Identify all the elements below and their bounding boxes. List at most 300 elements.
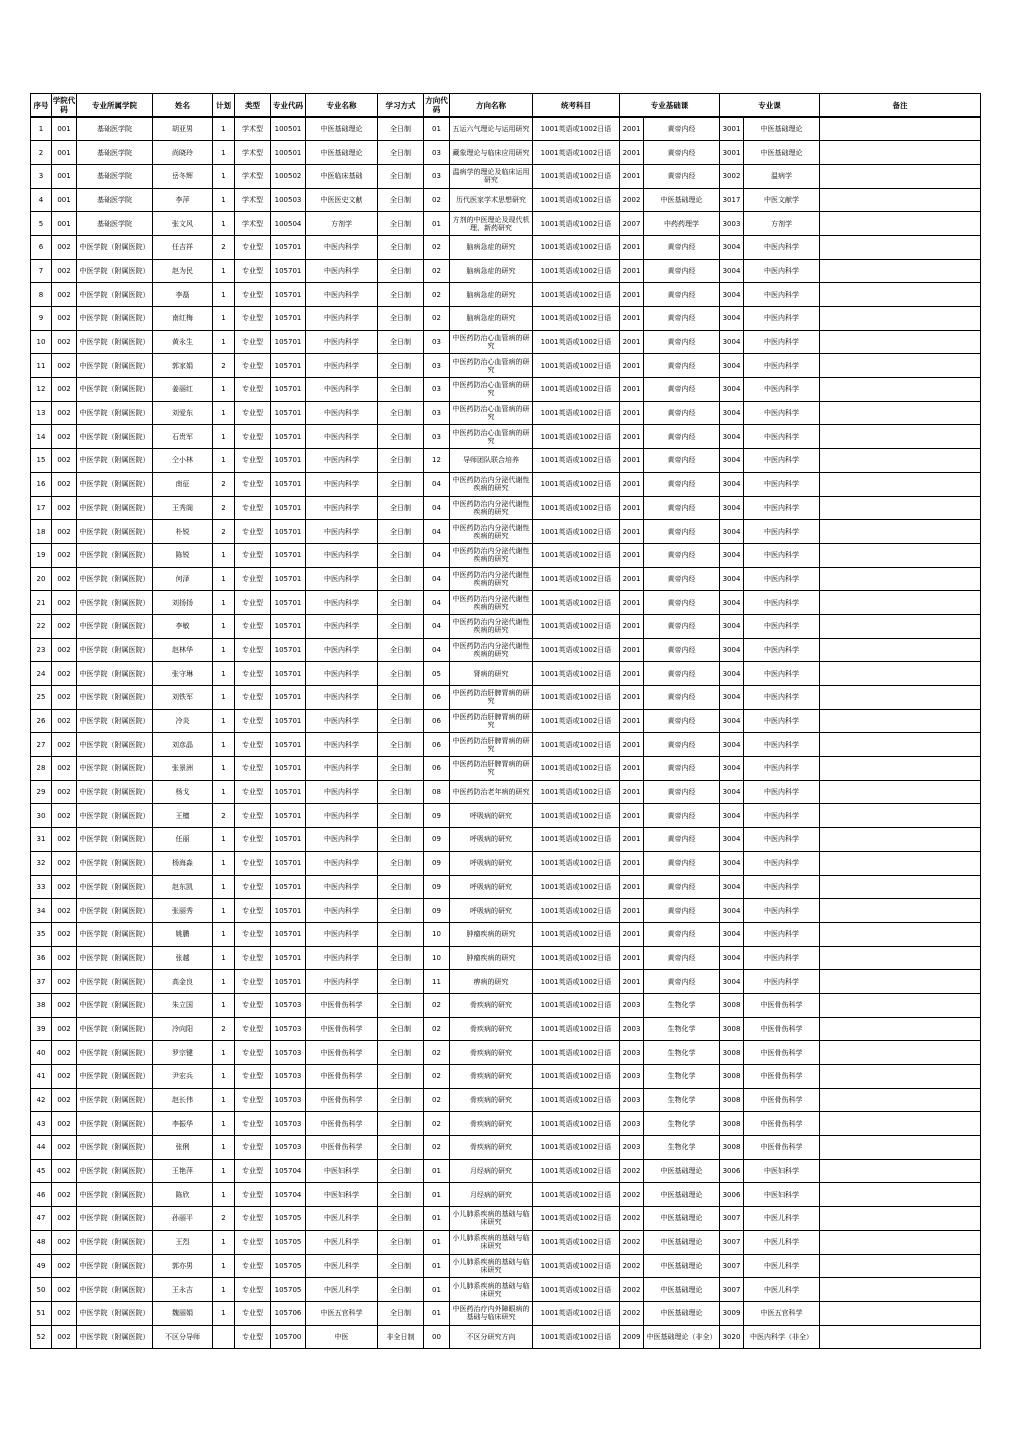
cell-major-name: 中医骨伤科学 xyxy=(306,993,378,1017)
cell-college-code: 002 xyxy=(52,425,77,449)
table-row xyxy=(31,875,981,899)
cell-college: 基础医学院 xyxy=(77,212,153,236)
table-row xyxy=(31,520,981,544)
cell-major-code: 105701 xyxy=(271,425,306,449)
cell-remarks xyxy=(820,1159,981,1183)
cell-index: 5 xyxy=(31,212,52,236)
cell-college-code: 002 xyxy=(52,851,77,875)
cell-plan: 2 xyxy=(213,520,235,544)
table-row xyxy=(31,212,981,236)
cell-basic-course-code: 2001 xyxy=(620,283,644,307)
cell-major-code: 105701 xyxy=(271,283,306,307)
table-row xyxy=(31,1325,981,1349)
cell-index: 45 xyxy=(31,1159,52,1183)
cell-supervisor: 李敏 xyxy=(153,614,213,638)
cell-direction-code: 03 xyxy=(424,354,450,378)
cell-major-course: 中医文献学 xyxy=(744,188,820,212)
cell-direction-name: 骨疾病的研究 xyxy=(450,1088,533,1112)
cell-study-mode: 全日制 xyxy=(378,1065,424,1089)
cell-major-course-code: 3004 xyxy=(720,804,744,828)
table-row xyxy=(31,1159,981,1183)
cell-major-course: 中医内科学 xyxy=(744,330,820,354)
cell-college: 中医学院（附属医院） xyxy=(77,946,153,970)
cell-basic-course: 黄帝内经 xyxy=(644,614,720,638)
cell-major-course: 中医内科学 xyxy=(744,307,820,331)
cell-study-mode: 全日制 xyxy=(378,235,424,259)
cell-index: 38 xyxy=(31,993,52,1017)
cell-exam-subjects: 1001英语或1002日语 xyxy=(533,141,620,165)
table-row xyxy=(31,1136,981,1160)
cell-direction-code: 09 xyxy=(424,851,450,875)
cell-supervisor: 张守琳 xyxy=(153,662,213,686)
cell-type: 专业型 xyxy=(235,449,271,473)
cell-supervisor: 张俐 xyxy=(153,1136,213,1160)
cell-major-name: 中医内科学 xyxy=(306,283,378,307)
cell-major-code: 105704 xyxy=(271,1159,306,1183)
cell-type: 专业型 xyxy=(235,354,271,378)
cell-basic-course-code: 2003 xyxy=(620,1041,644,1065)
cell-plan: 1 xyxy=(213,449,235,473)
cell-basic-course-code: 2001 xyxy=(620,141,644,165)
cell-basic-course: 中医基础理论 xyxy=(644,1207,720,1231)
cell-major-course-code: 3004 xyxy=(720,970,744,994)
cell-plan: 1 xyxy=(213,993,235,1017)
cell-major-name: 中医妇科学 xyxy=(306,1183,378,1207)
cell-major-name: 中医内科学 xyxy=(306,709,378,733)
cell-type: 专业型 xyxy=(235,543,271,567)
header-major-code: 专业代码 xyxy=(271,94,306,118)
header-direction-code: 方向代码 xyxy=(424,94,450,118)
cell-remarks xyxy=(820,378,981,402)
cell-plan: 1 xyxy=(213,141,235,165)
cell-index: 16 xyxy=(31,472,52,496)
cell-basic-course-code: 2002 xyxy=(620,188,644,212)
cell-remarks xyxy=(820,1112,981,1136)
cell-major-name: 中医内科学 xyxy=(306,401,378,425)
cell-college: 中医学院（附属医院） xyxy=(77,235,153,259)
cell-exam-subjects: 1001英语或1002日语 xyxy=(533,662,620,686)
cell-college: 中医学院（附属医院） xyxy=(77,1207,153,1231)
cell-direction-code: 02 xyxy=(424,1041,450,1065)
cell-college-code: 002 xyxy=(52,709,77,733)
cell-major-code: 105701 xyxy=(271,567,306,591)
table-row xyxy=(31,922,981,946)
enrollment-plan-table xyxy=(30,93,981,1349)
cell-study-mode: 全日制 xyxy=(378,520,424,544)
cell-plan: 2 xyxy=(213,1207,235,1231)
cell-type: 专业型 xyxy=(235,1230,271,1254)
header-remarks: 备注 xyxy=(820,94,981,118)
cell-college-code: 002 xyxy=(52,591,77,615)
cell-study-mode: 全日制 xyxy=(378,425,424,449)
cell-direction-name: 月经病的研究 xyxy=(450,1183,533,1207)
cell-basic-course: 黄帝内经 xyxy=(644,354,720,378)
cell-major-code: 105701 xyxy=(271,780,306,804)
cell-exam-subjects: 1001英语或1002日语 xyxy=(533,330,620,354)
cell-exam-subjects: 1001英语或1002日语 xyxy=(533,1278,620,1302)
cell-basic-course: 黄帝内经 xyxy=(644,638,720,662)
cell-college: 中医学院（附属医院） xyxy=(77,828,153,852)
cell-major-course: 中医儿科学 xyxy=(744,1230,820,1254)
cell-exam-subjects: 1001英语或1002日语 xyxy=(533,117,620,141)
cell-college-code: 002 xyxy=(52,1183,77,1207)
cell-basic-course: 黄帝内经 xyxy=(644,401,720,425)
cell-major-name: 中医内科学 xyxy=(306,828,378,852)
cell-remarks xyxy=(820,543,981,567)
cell-direction-name: 方剂的中医理论及现代机理、新药研究 xyxy=(450,212,533,236)
cell-college-code: 002 xyxy=(52,757,77,781)
cell-index: 32 xyxy=(31,851,52,875)
cell-plan: 1 xyxy=(213,851,235,875)
cell-basic-course-code: 2001 xyxy=(620,875,644,899)
cell-study-mode: 全日制 xyxy=(378,1017,424,1041)
cell-plan: 1 xyxy=(213,188,235,212)
cell-direction-name: 脑病急症的研究 xyxy=(450,259,533,283)
cell-direction-name: 导师团队联合培养 xyxy=(450,449,533,473)
cell-major-name: 中医内科学 xyxy=(306,733,378,757)
cell-study-mode: 全日制 xyxy=(378,567,424,591)
cell-major-course: 中医内科学 xyxy=(744,851,820,875)
cell-college: 中医学院（附属医院） xyxy=(77,543,153,567)
cell-basic-course-code: 2001 xyxy=(620,496,644,520)
cell-supervisor: 赵为民 xyxy=(153,259,213,283)
cell-direction-code: 04 xyxy=(424,543,450,567)
cell-direction-code: 04 xyxy=(424,567,450,591)
cell-supervisor: 朴锐 xyxy=(153,520,213,544)
cell-basic-course-code: 2001 xyxy=(620,614,644,638)
cell-exam-subjects: 1001英语或1002日语 xyxy=(533,354,620,378)
cell-direction-code: 04 xyxy=(424,591,450,615)
cell-major-course-code: 3020 xyxy=(720,1325,744,1349)
cell-direction-code: 02 xyxy=(424,283,450,307)
cell-exam-subjects: 1001英语或1002日语 xyxy=(533,378,620,402)
cell-college: 中医学院（附属医院） xyxy=(77,970,153,994)
cell-basic-course-code: 2001 xyxy=(620,638,644,662)
cell-plan: 1 xyxy=(213,614,235,638)
cell-major-course-code: 3008 xyxy=(720,1041,744,1065)
cell-type: 专业型 xyxy=(235,1207,271,1231)
cell-college-code: 002 xyxy=(52,946,77,970)
cell-college: 中医学院（附属医院） xyxy=(77,378,153,402)
cell-basic-course: 黄帝内经 xyxy=(644,449,720,473)
cell-index: 49 xyxy=(31,1254,52,1278)
cell-type: 专业型 xyxy=(235,1301,271,1325)
cell-exam-subjects: 1001英语或1002日语 xyxy=(533,733,620,757)
cell-plan: 1 xyxy=(213,662,235,686)
cell-major-name: 中医内科学 xyxy=(306,449,378,473)
cell-basic-course-code: 2002 xyxy=(620,1230,644,1254)
cell-basic-course: 黄帝内经 xyxy=(644,709,720,733)
cell-direction-code: 09 xyxy=(424,804,450,828)
cell-major-name: 方剂学 xyxy=(306,212,378,236)
cell-college-code: 001 xyxy=(52,164,77,188)
cell-study-mode: 全日制 xyxy=(378,259,424,283)
cell-college: 中医学院（附属医院） xyxy=(77,496,153,520)
cell-study-mode: 全日制 xyxy=(378,1088,424,1112)
cell-major-course-code: 3008 xyxy=(720,1112,744,1136)
header-major-name: 专业名称 xyxy=(306,94,378,118)
cell-direction-name: 中医药治疗内外障眼病的基础与临床研究 xyxy=(450,1301,533,1325)
cell-direction-code: 05 xyxy=(424,662,450,686)
cell-exam-subjects: 1001英语或1002日语 xyxy=(533,307,620,331)
cell-basic-course: 黄帝内经 xyxy=(644,307,720,331)
cell-type: 专业型 xyxy=(235,425,271,449)
cell-index: 46 xyxy=(31,1183,52,1207)
cell-major-course-code: 3004 xyxy=(720,709,744,733)
cell-direction-name: 呼吸病的研究 xyxy=(450,851,533,875)
cell-type: 专业型 xyxy=(235,283,271,307)
cell-supervisor: 张文风 xyxy=(153,212,213,236)
cell-major-course: 中医五官科学 xyxy=(744,1301,820,1325)
cell-basic-course-code: 2001 xyxy=(620,686,644,710)
cell-plan: 1 xyxy=(213,401,235,425)
cell-major-course-code: 3007 xyxy=(720,1254,744,1278)
cell-plan: 1 xyxy=(213,1159,235,1183)
cell-college: 中医学院（附属医院） xyxy=(77,591,153,615)
header-college: 专业所属学院 xyxy=(77,94,153,118)
cell-college-code: 002 xyxy=(52,970,77,994)
cell-major-code: 105701 xyxy=(271,401,306,425)
cell-remarks xyxy=(820,401,981,425)
cell-type: 专业型 xyxy=(235,828,271,852)
cell-remarks xyxy=(820,1017,981,1041)
cell-exam-subjects: 1001英语或1002日语 xyxy=(533,520,620,544)
table-row xyxy=(31,1183,981,1207)
cell-direction-name: 骨疾病的研究 xyxy=(450,1041,533,1065)
cell-direction-code: 09 xyxy=(424,875,450,899)
cell-remarks xyxy=(820,1183,981,1207)
cell-plan: 1 xyxy=(213,425,235,449)
cell-supervisor: 刘爱东 xyxy=(153,401,213,425)
cell-major-course-code: 3004 xyxy=(720,828,744,852)
cell-plan: 1 xyxy=(213,591,235,615)
table-row xyxy=(31,804,981,828)
cell-college: 中医学院（附属医院） xyxy=(77,449,153,473)
cell-college: 中医学院（附属医院） xyxy=(77,259,153,283)
cell-type: 专业型 xyxy=(235,638,271,662)
cell-major-code: 105701 xyxy=(271,851,306,875)
cell-exam-subjects: 1001英语或1002日语 xyxy=(533,614,620,638)
cell-direction-name: 肿瘤疾病的研究 xyxy=(450,922,533,946)
cell-study-mode: 全日制 xyxy=(378,1041,424,1065)
cell-major-course-code: 3004 xyxy=(720,378,744,402)
cell-major-course-code: 3004 xyxy=(720,946,744,970)
cell-basic-course-code: 2001 xyxy=(620,899,644,923)
table-row xyxy=(31,993,981,1017)
cell-remarks xyxy=(820,709,981,733)
cell-study-mode: 全日制 xyxy=(378,212,424,236)
cell-index: 24 xyxy=(31,662,52,686)
table-row xyxy=(31,259,981,283)
cell-index: 28 xyxy=(31,757,52,781)
cell-study-mode: 全日制 xyxy=(378,686,424,710)
cell-index: 11 xyxy=(31,354,52,378)
cell-major-course-code: 3008 xyxy=(720,1017,744,1041)
cell-college: 基础医学院 xyxy=(77,117,153,141)
cell-college: 中医学院（附属医院） xyxy=(77,1041,153,1065)
cell-major-course: 中医内科学 xyxy=(744,899,820,923)
cell-college-code: 002 xyxy=(52,875,77,899)
cell-study-mode: 全日制 xyxy=(378,401,424,425)
cell-direction-name: 呼吸病的研究 xyxy=(450,875,533,899)
cell-major-course: 方剂学 xyxy=(744,212,820,236)
cell-study-mode: 全日制 xyxy=(378,757,424,781)
cell-basic-course-code: 2001 xyxy=(620,567,644,591)
cell-plan: 1 xyxy=(213,1041,235,1065)
cell-major-name: 中医骨伤科学 xyxy=(306,1041,378,1065)
cell-type: 专业型 xyxy=(235,1112,271,1136)
table-row xyxy=(31,378,981,402)
cell-index: 42 xyxy=(31,1088,52,1112)
cell-major-course-code: 3001 xyxy=(720,117,744,141)
table-row xyxy=(31,496,981,520)
cell-type: 专业型 xyxy=(235,851,271,875)
cell-plan: 1 xyxy=(213,1278,235,1302)
cell-direction-code: 01 xyxy=(424,1301,450,1325)
cell-basic-course-code: 2001 xyxy=(620,662,644,686)
cell-study-mode: 全日制 xyxy=(378,1254,424,1278)
cell-direction-name: 骨疾病的研究 xyxy=(450,1017,533,1041)
cell-study-mode: 全日制 xyxy=(378,922,424,946)
cell-index: 2 xyxy=(31,141,52,165)
cell-major-course: 中医骨伤科学 xyxy=(744,1136,820,1160)
cell-direction-name: 脑病急症的研究 xyxy=(450,283,533,307)
cell-basic-course-code: 2002 xyxy=(620,1207,644,1231)
table-row xyxy=(31,543,981,567)
cell-index: 37 xyxy=(31,970,52,994)
cell-basic-course: 生物化学 xyxy=(644,1088,720,1112)
table-body xyxy=(31,117,981,1349)
cell-college-code: 002 xyxy=(52,307,77,331)
cell-type: 专业型 xyxy=(235,686,271,710)
cell-basic-course: 中医基础理论 xyxy=(644,188,720,212)
cell-direction-name: 痹病的研究 xyxy=(450,970,533,994)
cell-college: 中医学院（附属医院） xyxy=(77,307,153,331)
cell-college: 中医学院（附属医院） xyxy=(77,638,153,662)
cell-study-mode: 全日制 xyxy=(378,899,424,923)
table-row xyxy=(31,970,981,994)
cell-major-code: 105701 xyxy=(271,472,306,496)
cell-major-name: 中医内科学 xyxy=(306,922,378,946)
cell-major-name: 中医临床基础 xyxy=(306,164,378,188)
cell-direction-name: 肿瘤疾病的研究 xyxy=(450,946,533,970)
cell-supervisor: 李萍 xyxy=(153,188,213,212)
cell-basic-course-code: 2003 xyxy=(620,1017,644,1041)
cell-remarks xyxy=(820,1065,981,1089)
cell-major-course: 中医妇科学 xyxy=(744,1183,820,1207)
cell-plan: 1 xyxy=(213,1088,235,1112)
cell-major-course-code: 3008 xyxy=(720,1136,744,1160)
cell-basic-course: 黄帝内经 xyxy=(644,733,720,757)
cell-direction-code: 04 xyxy=(424,638,450,662)
cell-study-mode: 全日制 xyxy=(378,662,424,686)
cell-index: 13 xyxy=(31,401,52,425)
cell-direction-name: 中医药防治内分泌代谢性疾病的研究 xyxy=(450,496,533,520)
cell-major-name: 中医内科学 xyxy=(306,425,378,449)
cell-basic-course: 黄帝内经 xyxy=(644,117,720,141)
cell-major-course-code: 3001 xyxy=(720,141,744,165)
cell-direction-code: 06 xyxy=(424,686,450,710)
cell-basic-course: 生物化学 xyxy=(644,993,720,1017)
cell-supervisor: 任吉祥 xyxy=(153,235,213,259)
cell-remarks xyxy=(820,922,981,946)
cell-major-name: 中医骨伤科学 xyxy=(306,1017,378,1041)
cell-plan: 1 xyxy=(213,117,235,141)
cell-college-code: 002 xyxy=(52,733,77,757)
cell-major-code: 105701 xyxy=(271,614,306,638)
cell-direction-code: 09 xyxy=(424,899,450,923)
cell-basic-course: 中医基础理论 xyxy=(644,1230,720,1254)
header-row xyxy=(31,94,981,118)
cell-major-course: 中医内科学 xyxy=(744,709,820,733)
cell-index: 22 xyxy=(31,614,52,638)
cell-study-mode: 全日制 xyxy=(378,283,424,307)
cell-type: 专业型 xyxy=(235,804,271,828)
cell-major-name: 中医妇科学 xyxy=(306,1159,378,1183)
cell-supervisor: 胡亚男 xyxy=(153,117,213,141)
cell-basic-course-code: 2001 xyxy=(620,378,644,402)
cell-major-course: 中医骨伤科学 xyxy=(744,1041,820,1065)
cell-index: 50 xyxy=(31,1278,52,1302)
cell-direction-name: 月经病的研究 xyxy=(450,1159,533,1183)
cell-major-code: 105701 xyxy=(271,899,306,923)
cell-remarks xyxy=(820,330,981,354)
cell-supervisor: 王永吉 xyxy=(153,1278,213,1302)
cell-direction-name: 小儿肺系疾病的基础与临床研究 xyxy=(450,1207,533,1231)
table-row xyxy=(31,472,981,496)
table-row xyxy=(31,1207,981,1231)
table-row xyxy=(31,686,981,710)
cell-type: 专业型 xyxy=(235,875,271,899)
cell-major-name: 中医基础理论 xyxy=(306,141,378,165)
cell-study-mode: 全日制 xyxy=(378,1136,424,1160)
cell-direction-code: 01 xyxy=(424,1254,450,1278)
cell-supervisor: 黄永生 xyxy=(153,330,213,354)
cell-direction-code: 00 xyxy=(424,1325,450,1349)
cell-supervisor: 李磊 xyxy=(153,283,213,307)
cell-college: 中医学院（附属医院） xyxy=(77,283,153,307)
cell-major-course: 中医内科学 xyxy=(744,828,820,852)
cell-index: 36 xyxy=(31,946,52,970)
cell-plan: 1 xyxy=(213,922,235,946)
cell-exam-subjects: 1001英语或1002日语 xyxy=(533,235,620,259)
cell-major-code: 105703 xyxy=(271,1065,306,1089)
cell-direction-name: 脑病急症的研究 xyxy=(450,307,533,331)
cell-remarks xyxy=(820,520,981,544)
cell-direction-code: 02 xyxy=(424,188,450,212)
cell-supervisor: 张越 xyxy=(153,946,213,970)
cell-major-course-code: 3004 xyxy=(720,354,744,378)
cell-plan: 1 xyxy=(213,212,235,236)
cell-supervisor: 王秀阁 xyxy=(153,496,213,520)
cell-direction-code: 03 xyxy=(424,330,450,354)
cell-major-course: 中医内科学 xyxy=(744,662,820,686)
cell-plan: 2 xyxy=(213,1017,235,1041)
cell-basic-course-code: 2002 xyxy=(620,1159,644,1183)
cell-type: 专业型 xyxy=(235,780,271,804)
cell-major-name: 中医儿科学 xyxy=(306,1254,378,1278)
cell-major-course: 中医内科学 xyxy=(744,970,820,994)
cell-major-code: 105703 xyxy=(271,1136,306,1160)
cell-college-code: 002 xyxy=(52,567,77,591)
cell-basic-course-code: 2001 xyxy=(620,804,644,828)
cell-supervisor: 姚鹏 xyxy=(153,922,213,946)
header-plan: 计划 xyxy=(213,94,235,118)
cell-plan: 1 xyxy=(213,283,235,307)
cell-remarks xyxy=(820,188,981,212)
table-row xyxy=(31,662,981,686)
cell-study-mode: 全日制 xyxy=(378,354,424,378)
